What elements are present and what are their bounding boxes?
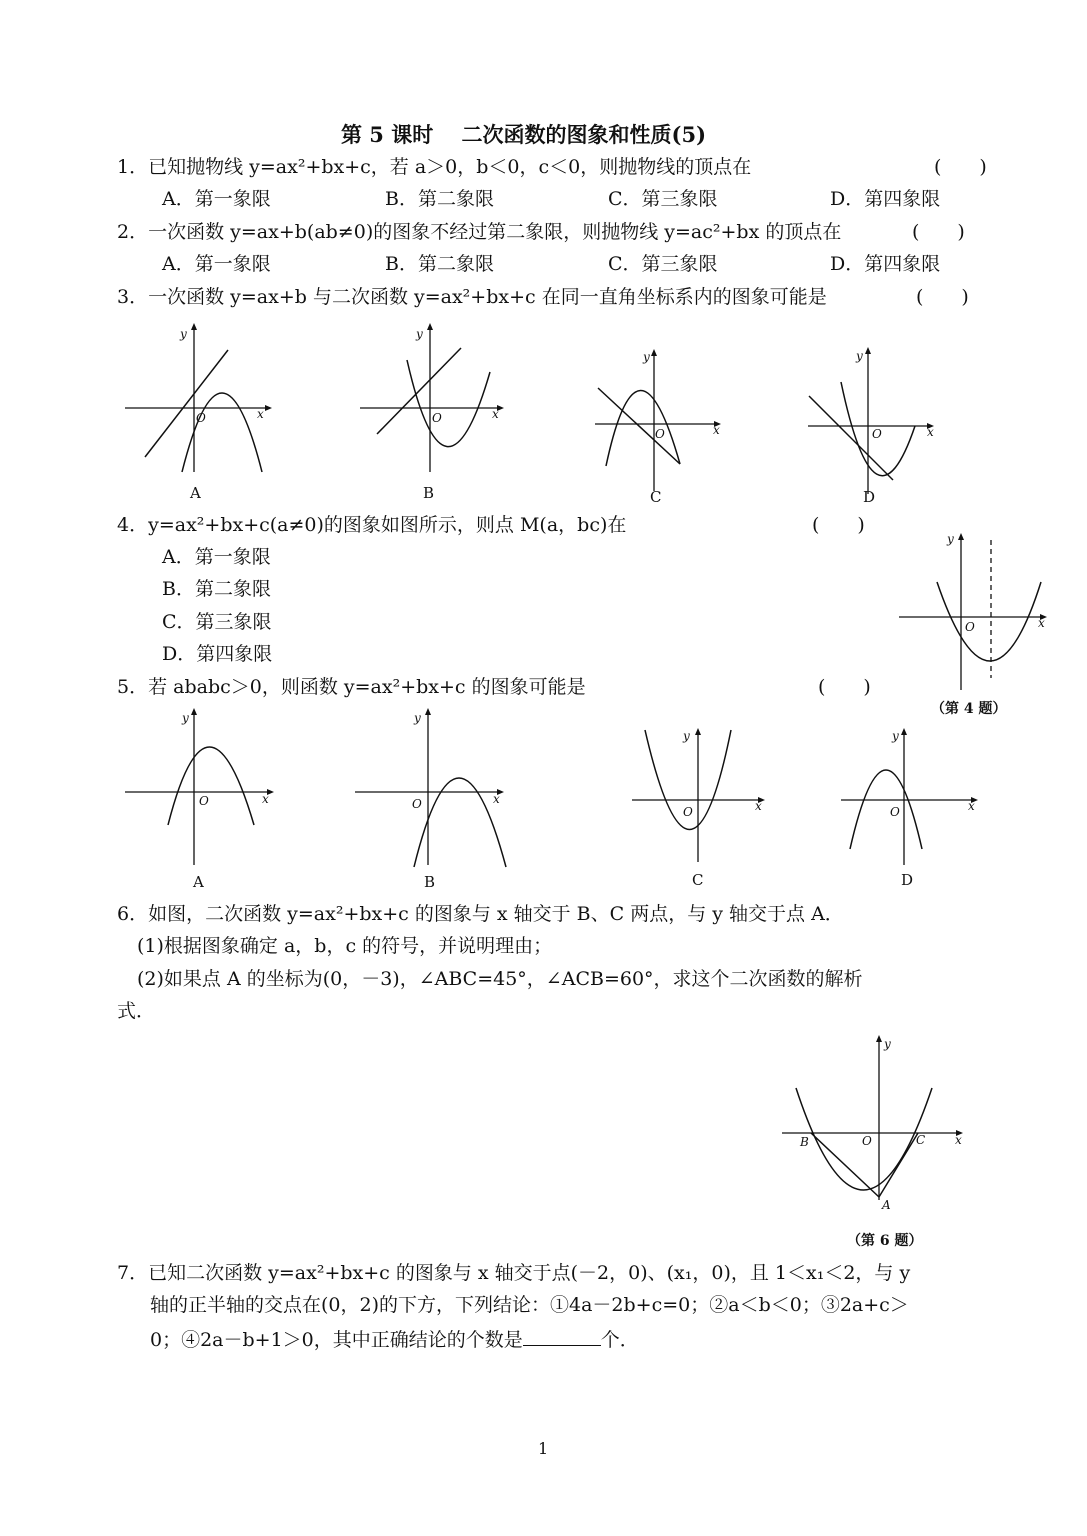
q6-figure xyxy=(778,1032,978,1252)
question-4-stem: 4．y=ax²+bx+c(a≠0)的图象如图所示，则点 M(a，bc)在 xyxy=(117,514,627,536)
q3-figure-a xyxy=(120,322,280,502)
question-7-line-3 xyxy=(150,1329,639,1350)
q2-option-b: B．第二象限 xyxy=(385,253,494,275)
line-graph xyxy=(145,350,228,457)
q4-option-b: B．第二象限 xyxy=(162,578,271,600)
q5-figure-c xyxy=(628,727,773,892)
q6-caption: （第 6 题） xyxy=(847,1233,923,1249)
q1-option-a: A．第一象限 xyxy=(162,188,271,210)
y-axis-label: y xyxy=(884,1037,891,1051)
origin-label: O xyxy=(196,411,206,425)
q4-option-c: C．第三象限 xyxy=(162,611,272,633)
origin-label: O xyxy=(683,805,693,819)
x-axis-label: x xyxy=(493,792,500,806)
question-5-paren: ( ) xyxy=(818,676,871,698)
q1-option-c: C．第三象限 xyxy=(608,188,718,210)
parabola-graph xyxy=(168,747,254,825)
answer-blank[interactable] xyxy=(523,1329,601,1346)
page-title: 第 5 课时 二次函数的图象和性质(5) xyxy=(341,122,707,147)
origin-label: O xyxy=(965,620,975,634)
point-b-label: B xyxy=(800,1135,809,1149)
line-graph xyxy=(377,348,461,434)
x-axis-label: x xyxy=(927,425,934,439)
question-1-paren: ( ) xyxy=(934,156,987,178)
question-6-part-1: (1)根据图象确定 a，b，c 的符号，并说明理由； xyxy=(137,935,553,957)
q4-option-a: A．第一象限 xyxy=(162,546,271,568)
q1-option-b: B．第二象限 xyxy=(385,188,494,210)
question-2-paren: ( ) xyxy=(912,221,965,243)
q2-option-d: D．第四象限 xyxy=(830,253,941,275)
q3-figure-d xyxy=(803,344,953,509)
x-axis-label: x xyxy=(257,407,264,421)
parabola-graph xyxy=(407,360,490,447)
question-7-line-2: 轴的正半轴的交点在(0，2)的下方，下列结论：①4a－2b+c=0；②a＜b＜0；③2a+c＞ xyxy=(150,1294,909,1316)
y-axis-label: y xyxy=(856,349,863,363)
question-1-stem: 1．已知抛物线 y=ax²+bx+c，若 a＞0，b＜0，c＜0，则抛物线的顶点在 xyxy=(117,156,752,178)
x-axis-label: x xyxy=(968,799,975,813)
q3-fig-label-d: D xyxy=(863,488,876,506)
x-axis-label: x xyxy=(1038,616,1045,630)
y-axis-label: y xyxy=(683,729,690,743)
page-number: 1 xyxy=(538,1439,549,1458)
q5-fig-label-b: B xyxy=(424,873,436,891)
q5-fig-label-c: C xyxy=(692,871,704,889)
q2-option-c: C．第三象限 xyxy=(608,253,718,275)
question-3-paren: ( ) xyxy=(916,286,969,308)
origin-label: O xyxy=(199,794,209,808)
question-7-line-3-end: 个． xyxy=(600,1329,639,1351)
y-axis-label: y xyxy=(947,532,954,546)
q3-fig-label-b: B xyxy=(423,484,435,502)
question-7-line-1: 7．已知二次函数 y=ax²+bx+c 的图象与 x 轴交于点(－2，0)、(x₁，0)，且 1＜x₁＜2，与 y xyxy=(117,1262,911,1284)
question-6-part-2: (2)如果点 A 的坐标为(0，－3)，∠ABC=45°，∠ACB=60°，求这个二次函数的解析 xyxy=(137,968,863,990)
point-a-label: A xyxy=(882,1198,891,1212)
x-axis-label: x xyxy=(713,423,720,437)
origin-label: O xyxy=(655,427,665,441)
x-axis-label: x xyxy=(262,792,269,806)
q5-fig-label-d: D xyxy=(901,871,914,889)
q3-figure-c xyxy=(590,346,730,511)
y-axis-label: y xyxy=(180,327,187,341)
origin-label: O xyxy=(890,805,900,819)
x-axis-label: x xyxy=(492,407,499,421)
y-axis-label: y xyxy=(414,711,421,725)
question-7-line-3-text: 0；④2a－b+1＞0，其中正确结论的个数是 xyxy=(150,1329,523,1351)
q5-figure-d xyxy=(838,727,983,892)
q5-fig-label-a: A xyxy=(193,873,204,891)
origin-label: O xyxy=(862,1134,872,1148)
q3-figure-b xyxy=(355,322,515,502)
q3-fig-label-a: A xyxy=(190,484,201,502)
q1-option-d: D．第四象限 xyxy=(830,188,941,210)
parabola-graph xyxy=(850,770,922,849)
q4-figure xyxy=(895,530,1055,720)
y-axis-label: y xyxy=(892,729,899,743)
origin-label: O xyxy=(872,427,882,441)
origin-label: O xyxy=(432,411,442,425)
x-axis-label: x xyxy=(755,799,762,813)
y-axis-label: y xyxy=(416,327,423,341)
question-2-stem: 2．一次函数 y=ax+b(ab≠0)的图象不经过第二象限，则抛物线 y=ac²+bx 的顶点在 xyxy=(117,221,842,243)
q2-option-a: A．第一象限 xyxy=(162,253,271,275)
question-5-stem: 5．若 ababc＞0，则函数 y=ax²+bx+c 的图象可能是 xyxy=(117,676,586,698)
origin-label: O xyxy=(412,797,422,811)
q4-option-d: D．第四象限 xyxy=(162,643,273,665)
q4-caption: （第 4 题） xyxy=(931,701,1007,717)
y-axis-label: y xyxy=(182,711,189,725)
point-c-label: C xyxy=(916,1133,926,1147)
q3-fig-label-c: C xyxy=(650,488,662,506)
x-axis-label: x xyxy=(955,1133,962,1147)
parabola-graph xyxy=(937,582,1041,661)
question-3-stem: 3．一次函数 y=ax+b 与二次函数 y=ax²+bx+c 在同一直角坐标系内的图象可能是 xyxy=(117,286,827,308)
q5-figure-a xyxy=(122,707,282,892)
q5-figure-b xyxy=(352,707,512,892)
question-4-paren: ( ) xyxy=(812,514,865,536)
question-6-stem: 6．如图，二次函数 y=ax²+bx+c 的图象与 x 轴交于 B、C 两点，与 y 轴交于点 A． xyxy=(117,903,844,925)
y-axis-label: y xyxy=(643,350,650,364)
question-6-part-2-cont: 式． xyxy=(117,1000,156,1022)
